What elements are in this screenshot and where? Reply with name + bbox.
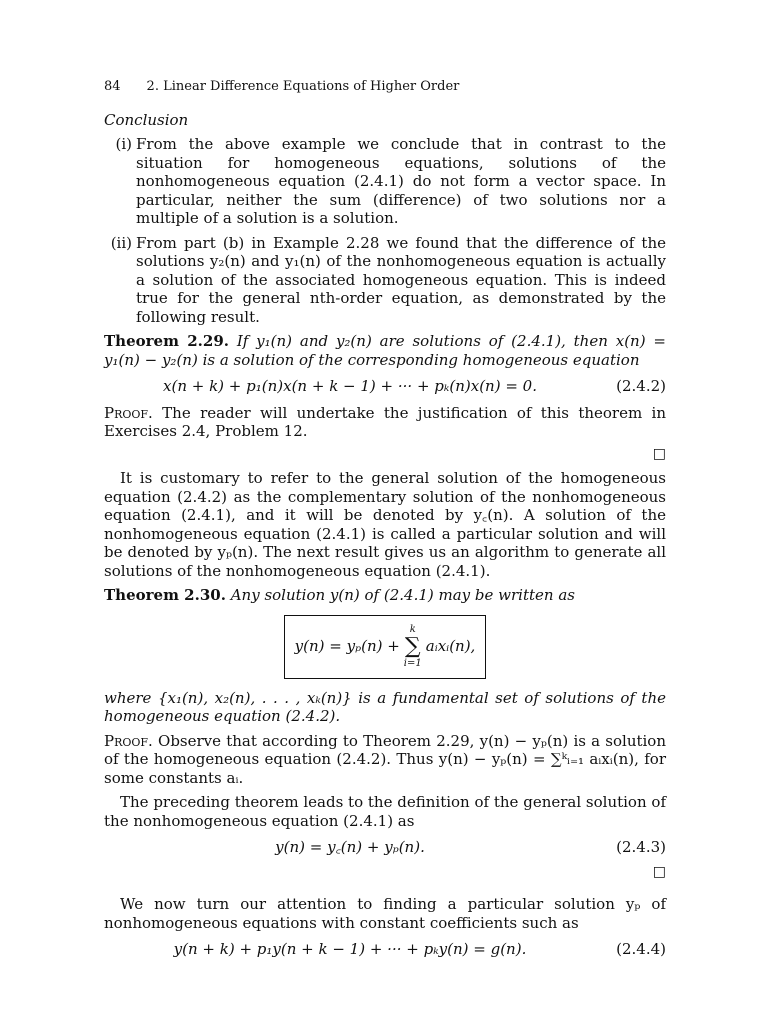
running-header xyxy=(104,78,666,97)
equation-number: (2.4.3) xyxy=(616,838,666,856)
paragraph-final: We now turn our attention to finding a particular solution yₚ of nonhomogeneous equations with constant coefficients such as xyxy=(104,895,666,932)
theorem-label: Theorem 2.29. xyxy=(104,332,229,350)
proof-2 xyxy=(104,732,666,788)
qed-symbol: □ xyxy=(652,445,666,462)
page-number: 84 xyxy=(104,79,121,94)
proof-1 xyxy=(104,404,666,441)
proof-continuation: The preceding theorem leads to the definition of the general solution of the nonhomogeneous equation (2.4.1) as xyxy=(104,793,666,830)
list-item xyxy=(104,234,666,327)
proof-text: The reader will undertake the justification of this theorem in Exercises 2.4, Problem 12. xyxy=(104,403,666,440)
theorem-statement: If y₁(n) and y₂(n) are solutions of (2.4.1), then x(n) = y₁(n) − y₂(n) is a solution of the corresponding homogeneous equation xyxy=(104,332,666,369)
boxed-formula-wrap xyxy=(104,615,666,679)
running-title: 2. Linear Difference Equations of Higher Order xyxy=(146,79,460,94)
formula-lhs: y(n) = yₚ(n) + xyxy=(294,637,400,656)
proof-label: Proof. xyxy=(104,731,153,750)
equation-2-4-3 xyxy=(104,838,666,857)
equation-number: (2.4.2) xyxy=(616,377,666,395)
theorem-2-30 xyxy=(104,586,666,605)
conclusion-title: Conclusion xyxy=(104,110,189,129)
sum-lower-limit: i=1 xyxy=(403,657,422,669)
equation-body: x(n + k) + p₁(n)x(n + k − 1) + ··· + pₖ(n)x(n) = 0. xyxy=(163,377,537,395)
page xyxy=(104,78,666,967)
equation-body: y(n) = y꜀(n) + yₚ(n). xyxy=(275,838,425,856)
list-item-text: From the above example we conclude that in contrast to the situation for homogeneous equations, solutions of the nonhomogeneous equation (2.4.1) do not form a vector space. In particular, neither the sum (difference) of two solutions nor a multiple of a solution is a solution. xyxy=(136,135,666,227)
boxed-formula xyxy=(284,615,487,679)
theorem-statement: Any solution y(n) of (2.4.1) may be written as xyxy=(230,586,575,604)
list-item-label: (i) xyxy=(115,135,132,153)
equation-2-4-4 xyxy=(104,940,666,959)
proof-text: Observe that according to Theorem 2.29, y(n) − yₚ(n) is a solution of the homogeneous equation (2.4.2). Thus y(n) − yₚ(n) = ∑ᵏᵢ₌₁ aᵢxᵢ(n), for some constants aᵢ. xyxy=(104,731,666,787)
qed-symbol: □ xyxy=(652,863,666,880)
paragraph-customary: It is customary to refer to the general solution of the homogeneous equation (2.4.2) as the complementary solution of the nonhomogeneous equation (2.4.1), and it will be denoted by y꜀(n). A solution of the nonhomogeneous equation (2.4.1) is called a particular solution and will be denoted by yₚ(n). The next result gives us an algorithm to generate all solutions of the nonhomogeneous equation (2.4.1). xyxy=(104,469,666,580)
list-item-text: From part (b) in Example 2.28 we found that the difference of the solutions y₂(n) and y₁(n) of the nonhomogeneous equation is actually a solution of the associated homogeneous equation. This is indeed true for the general nth-order equation, as demonstrated by the following result. xyxy=(136,233,666,326)
sum-upper-limit: k xyxy=(409,623,416,635)
list-item-label: (ii) xyxy=(110,233,132,252)
theorem-2-29 xyxy=(104,332,666,369)
theorem-where-clause: where {x₁(n), x₂(n), . . . , xₖ(n)} is a fundamental set of solutions of the homogeneous equation (2.4.2). xyxy=(104,688,666,725)
summation xyxy=(404,624,422,670)
proof-label: Proof. xyxy=(104,403,153,422)
equation-number: (2.4.4) xyxy=(616,940,666,958)
sum-symbol: ∑ xyxy=(404,633,421,659)
theorem-label: Theorem 2.30. xyxy=(104,586,226,604)
formula-rhs: aᵢxᵢ(n), xyxy=(425,637,476,656)
equation-body: y(n + k) + p₁y(n + k − 1) + ··· + pₖy(n) = g(n). xyxy=(173,940,527,958)
equation-2-4-2 xyxy=(104,377,666,396)
conclusion-list xyxy=(104,135,666,326)
list-item xyxy=(104,135,666,228)
